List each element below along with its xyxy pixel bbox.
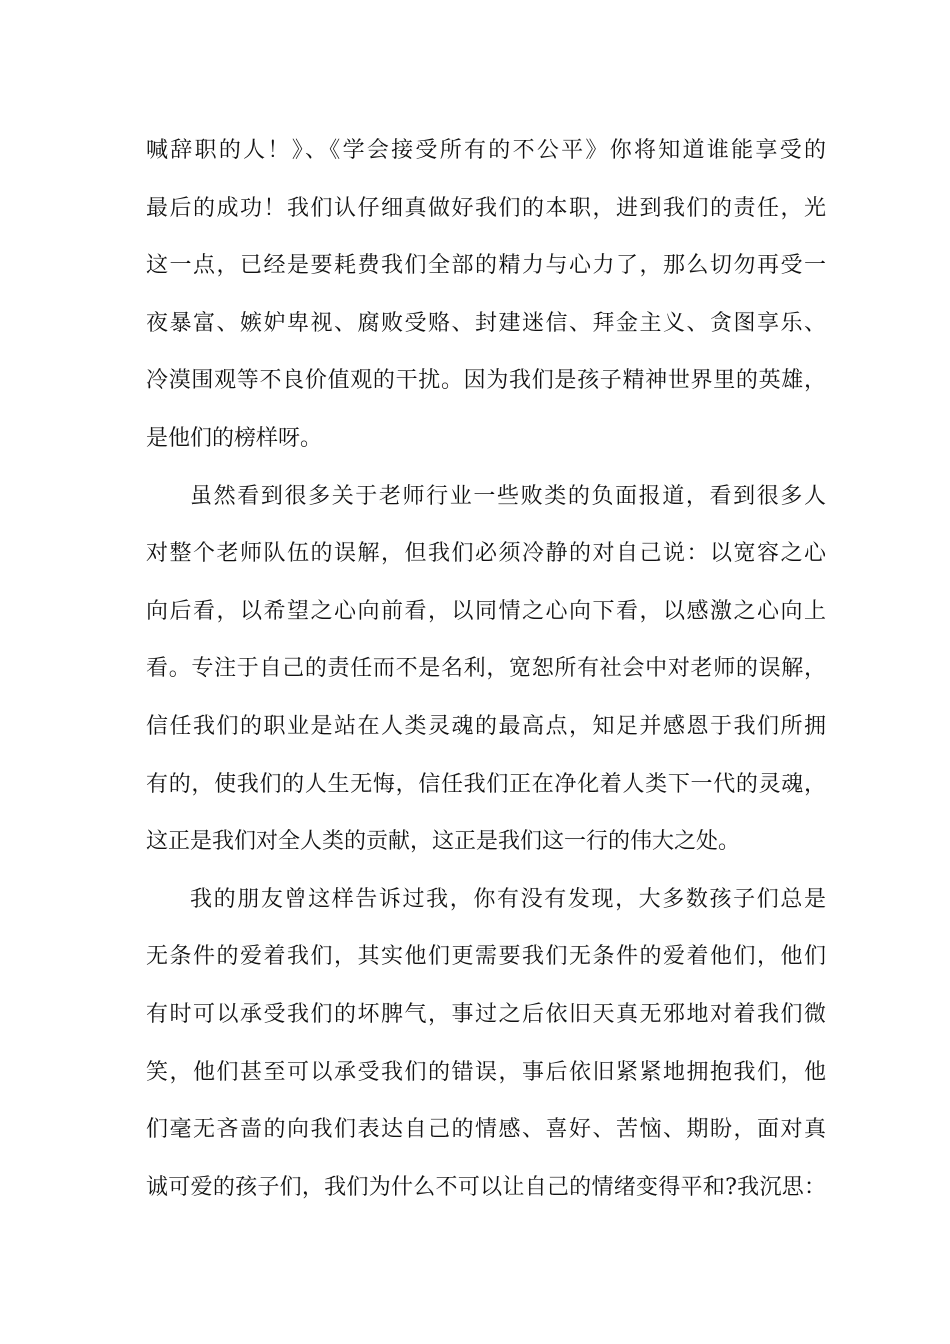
text-line: 喊辞职的人！》、《学会接受所有的不公平》你将知道谁能享受的 [146,138,826,163]
text-line: 向后看，以希望之心向前看，以同情之心向下看，以感激之心向上 [146,598,826,624]
text-line: 夜暴富、嫉妒卑视、腐败受赂、封建迷信、拜金主义、贪图享乐、 [146,310,826,336]
text-line: 最后的成功！我们认仔细真做好我们的本职，进到我们的责任，光 [146,195,826,221]
text-line: 有的，使我们的人生无悔，信任我们正在净化着人类下一代的灵魂， [146,771,826,797]
paragraph-first-line: 我的朋友曾这样告诉过我，你有没有发现，大多数孩子们总是 [190,886,826,912]
text-line: 对整个老师队伍的误解，但我们必须冷静的对自己说：以宽容之心 [146,541,826,567]
text-line: 信任我们的职业是站在人类灵魂的最高点，知足并感恩于我们所拥 [146,713,826,739]
text-line: 无条件的爱着我们，其实他们更需要我们无条件的爱着他们，他们 [146,944,826,970]
text-line: 笑，他们甚至可以承受我们的错误，事后依旧紧紧地拥抱我们，他 [146,1059,826,1085]
text-line: 诚可爱的孩子们，我们为什么不可以让自己的情绪变得平和?我沉思： [146,1174,826,1200]
text-line: 是他们的榜样呀。 [146,425,323,451]
text-line: 冷漠围观等不良价值观的干扰。因为我们是孩子精神世界里的英雄， [146,368,826,394]
text-line: 这一点，已经是要耗费我们全部的精力与心力了，那么切勿再受一 [146,253,826,279]
body-text [146,122,826,1216]
text-line: 看。专注于自己的责任而不是名利，宽恕所有社会中对老师的误解， [146,656,826,682]
text-line: 这正是我们对全人类的贡献，这正是我们这一行的伟大之处。 [146,829,741,855]
text-line: 有时可以承受我们的坏脾气，事过之后依旧天真无邪地对着我们微 [146,1001,826,1027]
text-line: 们毫无吝啬的向我们表达自己的情感、喜好、苦恼、期盼，面对真 [146,1117,826,1143]
paragraph-first-line: 虽然看到很多关于老师行业一些败类的负面报道，看到很多人 [190,483,826,509]
